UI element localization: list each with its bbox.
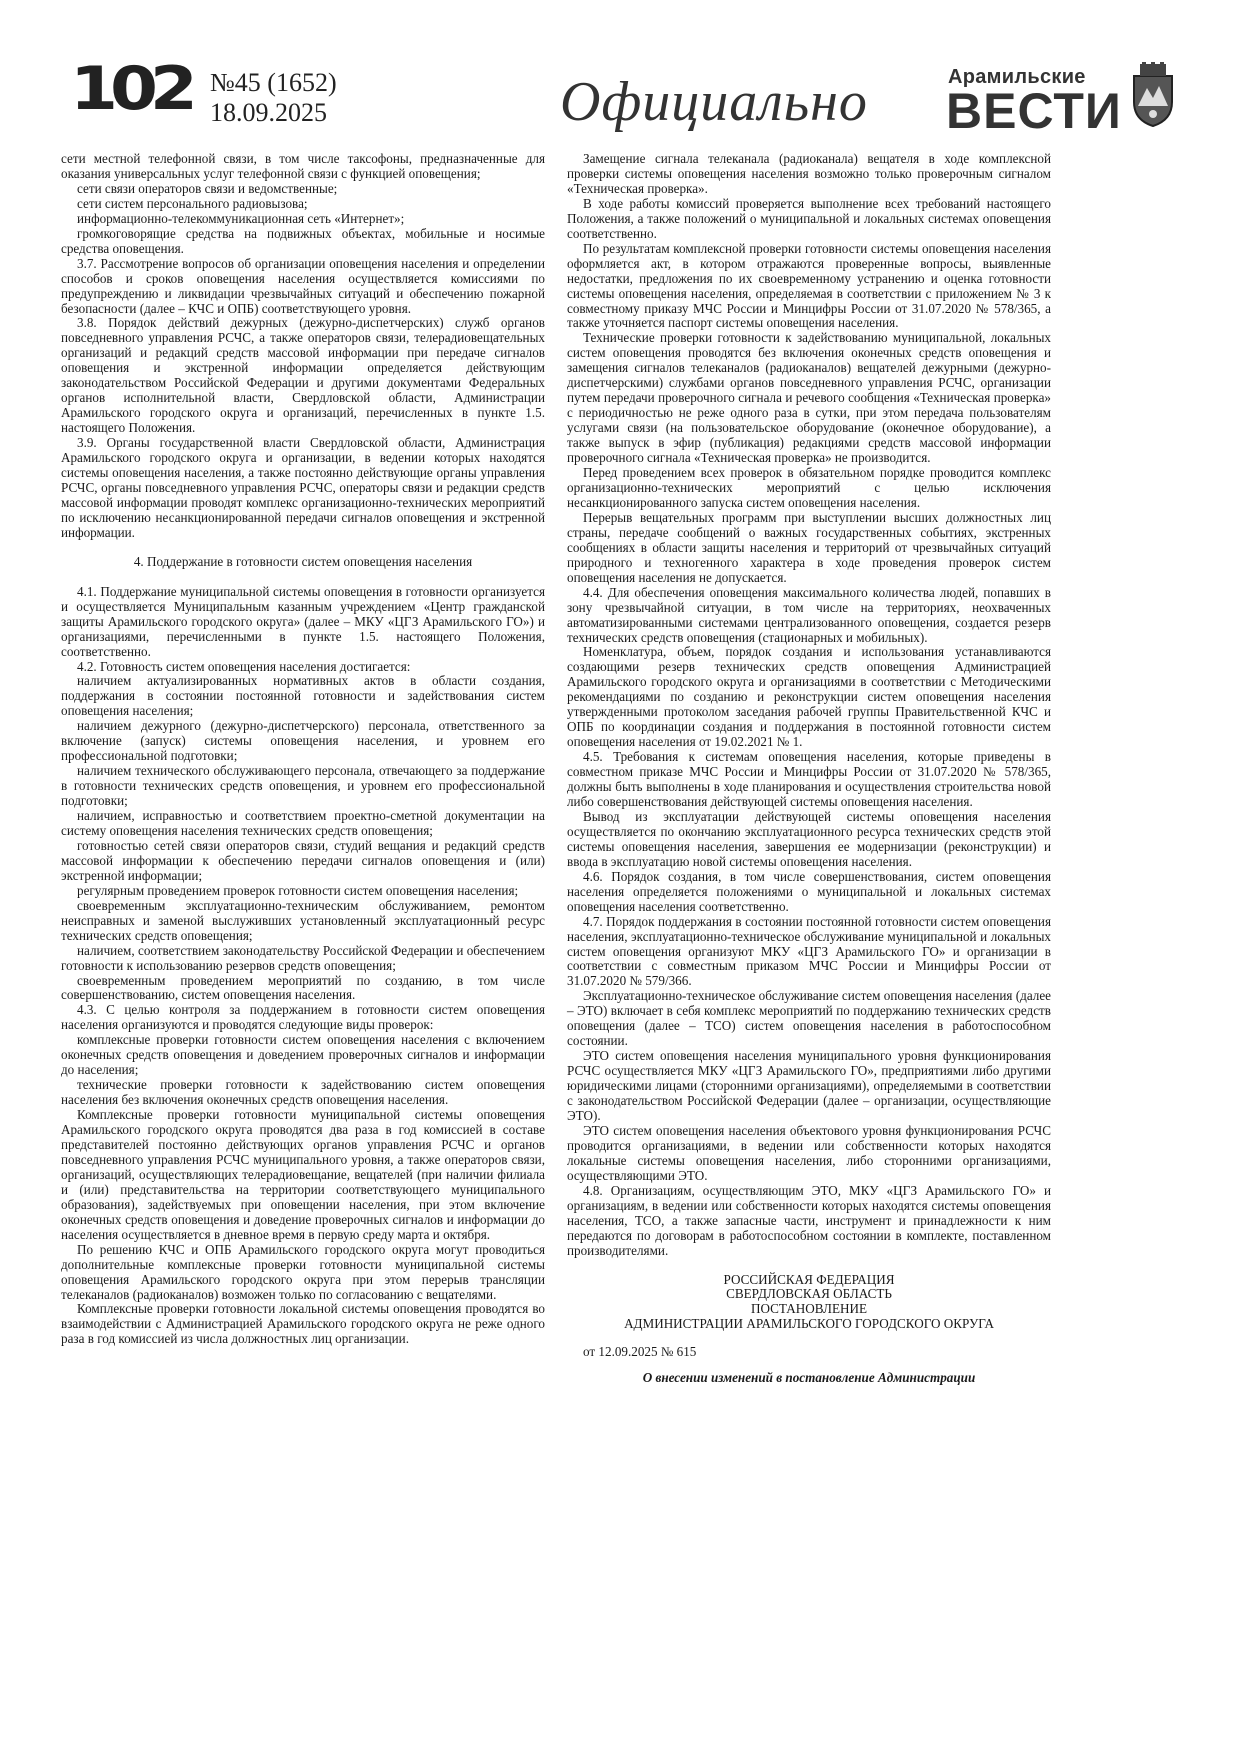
paragraph: сети систем персонального радиовызова; xyxy=(77,195,308,211)
paragraph: сети связи операторов связи и ведомственные; xyxy=(77,180,338,196)
paragraph: По решению КЧС и ОПБ Арамильского городского округа могут проводиться дополнительные комплексные проверки готовности муниципальной системы оповещения Арамильского городского округа при этом перерыв трансляции телеканалов (радиоканалов) возможен только по согласованию с вещателями. xyxy=(61,1241,545,1302)
paragraph: регулярным проведением проверок готовности систем оповещения населения; xyxy=(77,882,519,898)
paragraph: громкоговорящие средства на подвижных объектах, мобильные и носимые средства оповещения. xyxy=(61,225,545,256)
issue-date: 18.09.2025 xyxy=(210,98,327,127)
paragraph: Замещение сигнала телеканала (радиоканала) вещателя в ходе комплексной проверки системы оповещения населения возможно только проверочным сигналом «Техническая проверка». xyxy=(567,151,1051,196)
paragraph: Перед проведением всех проверок в обязательном порядке проводится комплекс организационно-технических мероприятий с целью исключения несанкционированного запуска систем оповещения населения. xyxy=(567,465,1051,510)
decree-title: О внесении изменений в постановление Администрации xyxy=(642,1370,976,1386)
paragraph: сети местной телефонной связи, в том числе таксофоны, предназначенные для оказания универсальных услуг телефонной связи с функцией оповещения; xyxy=(61,151,545,181)
paragraph: ЭТО систем оповещения населения объектового уровня функционирования РСЧС проводится организациями, в ведении или собственности которых находятся локальные системы оповещения населения, либо сторонними организациями, осуществляющими ЭТО. xyxy=(567,1122,1051,1183)
paragraph: Номенклатура, объем, порядок создания и использования устанавливаются создающими резерв технических средств оповещения Администрацией Арамильского городского округа и организациями в соответствии с Методическими рекомендациями по созданию и реконструкции систем оповещения населения утвержденными протоколом заседания рабочей группы Правительственной КЧС и ОПБ по координации создания и поддержания в постоянной готовности систем оповещения населения от 19.02.2021 № 1. xyxy=(567,644,1051,750)
paragraph: своевременным эксплуатационно-техническим обслуживанием, ремонтом неисправных и заменой выслуживших установленный эксплуатационный ресурс технических средств оповещения; xyxy=(61,897,545,943)
paragraph: 4.6. Порядок создания, в том числе совершенствования, систем оповещения населения определяется положениями о муниципальной и локальных системах оповещения населения соответственно. xyxy=(567,868,1051,914)
page-number: 102 xyxy=(70,54,190,124)
left-column xyxy=(61,152,545,1347)
paragraph: ЭТО систем оповещения населения муниципального уровня функционирования РСЧС осуществляется МКУ «ЦГЗ Арамильского ГО», предприятиями либо другими юридическими лицами (сторонними организациями), определяемыми в соответствии с законодательством Российской Федерации (далее – организации, осуществляющие ЭТО). xyxy=(567,1048,1051,1123)
paragraph: Технические проверки готовности к задействованию муниципальной, локальных систем оповещения проводятся без включения оконечных средств оповещения и замещения сигналов телеканалов (радиоканалов) вещателей дежурными (дежурно-диспетчерскими) службами органов повседневного управления РСЧС, организации путем передачи проверочного сигнала и речевого сообщения «Техническая проверка» с периодичностью не реже одного раза в сутки, при этом передача пользователям услугами связи (на пользовательское оборудование (оконечное оборудование), а также выпуск в эфир (публикация) редакциями средств массовой информации проверочного сигнала «Техническая проверка» не производится. xyxy=(567,330,1051,466)
paragraph: 3.8. Порядок действий дежурных (дежурно-диспетчерских) служб органов повседневного управления РСЧС, а также операторов связи, телерадиовещательных организаций и редакций средств массовой информации при передаче сигналов оповещения и экстренной информации определяется действующим законодательством Российской Федерации и другими документами Федеральных органов исполнительной власти, Свердловской области, Администрации Арамильского городского округа и организаций, перечисленных в пункте 1.5. настоящего Положения. xyxy=(61,315,545,436)
decree-block xyxy=(567,1273,1051,1387)
paragraph: наличием дежурного (дежурно-диспетчерского) персонала, ответственного за включение (запуск) системы оповещения населения, и уровнем его профессиональной подготовки; xyxy=(61,718,545,764)
paragraph: наличием технического обслуживающего персонала, отвечающего за поддержание в готовности технических средств оповещения, и уровнем его профессиональной подготовки; xyxy=(61,763,545,809)
decree-authority: АДМИНИСТРАЦИИ АРАМИЛЬСКОГО ГОРОДСКОГО ОКРУГА xyxy=(624,1316,994,1332)
paragraph: технические проверки готовности к задействованию систем оповещения населения без включения оконечных средств оповещения населения. xyxy=(61,1077,545,1108)
paragraph: 4.2. Готовность систем оповещения населения достигается: xyxy=(77,658,411,674)
paragraph: готовностью сетей связи операторов связи, студий вещания и редакций средств массовой информации к обеспечению передачи сигналов оповещения и (или) экстренной информации; xyxy=(61,837,545,883)
paragraph: Комплексные проверки готовности локальной системы оповещения проводятся во взаимодействии с Администрацией Арамильского городского округа не реже одного раза в год комиссией из числа должностных лиц организации. xyxy=(61,1301,545,1347)
paragraph: 4.8. Организациям, осуществляющим ЭТО, МКУ «ЦГЗ Арамильского ГО» и организациям, в ведении или собственности которых находятся системы оповещения населения, ТСО, а также запасные части, инструмент и принадлежности к ним передаются по договорам в работоспособном состоянии в комплекте, поставленном производителями. xyxy=(567,1182,1051,1258)
paragraph: наличием, исправностью и соответствием проектно-сметной документации на систему оповещения населения технических средств оповещения; xyxy=(61,808,545,838)
paragraph: своевременным проведением мероприятий по созданию, в том числе совершенствованию, систем оповещения населения. xyxy=(61,972,545,1003)
issue-number: №45 (1652) xyxy=(210,68,337,97)
issue-info xyxy=(210,68,337,128)
right-column xyxy=(567,152,1051,1386)
paragraph: комплексные проверки готовности систем оповещения населения с включением оконечных средств оповещения и доведением проверочных сигналов и информации до населения; xyxy=(61,1032,545,1078)
page-header xyxy=(70,54,1175,144)
section-title: Официально xyxy=(560,71,868,133)
coat-of-arms-icon xyxy=(1130,62,1176,128)
decree-country: РОССИЙСКАЯ ФЕДЕРАЦИЯ xyxy=(723,1271,895,1287)
decree-region: СВЕРДЛОВСКАЯ ОБЛАСТЬ xyxy=(726,1286,892,1302)
paragraph: 4.7. Порядок поддержания в состоянии постоянной готовности систем оповещения населения, эксплуатационно-техническое обслуживание муниципальной и локальных систем оповещения организуют МКУ «ЦГЗ Арамильского ГО» и организации в соответствии с совместным приказом МЧС России и Минцифры России от 31.07.2020 № 579/366. xyxy=(567,913,1051,989)
paragraph: наличием актуализированных нормативных актов в области создания, поддержания в состоянии постоянной готовности и задействования систем оповещения населения; xyxy=(61,673,545,719)
paragraph: 3.7. Рассмотрение вопросов об организации оповещения населения и определении способов и сроков оповещения населения осуществляется комиссиями по предупреждению и ликвидации чрезвычайных ситуаций и обеспечению пожарной безопасности (далее – КЧС и ОПБ) соответствующего уровня. xyxy=(61,255,545,316)
paragraph: 4.3. С целью контроля за поддержанием в готовности систем оповещения населения организуются и проводятся следующие виды проверок: xyxy=(61,1002,545,1033)
paragraph: Эксплуатационно-техническое обслуживание систем оповещения населения (далее – ЭТО) включает в себя комплекс мероприятий по поддержанию технических средств оповещения (далее – ТСО) систем оповещения населения в работоспособном состоянии. xyxy=(567,988,1051,1049)
decree-date: от 12.09.2025 № 615 xyxy=(583,1344,697,1360)
paragraph: наличием, соответствием законодательству Российской Федерации и обеспечением готовности к использованию резервов средств оповещения; xyxy=(61,942,545,973)
paragraph: 3.9. Органы государственной власти Свердловской области, Администрация Арамильского городского округа и организации, в ведении которых находятся системы оповещения населения, а также постоянно действующие органы управления РСЧС, органы повседневного управления РСЧС, операторы связи и редакции средств массовой информации проводят комплекс организационно-технических мероприятий по исключению несанкционированной передачи сигналов оповещения и экстренной информации. xyxy=(61,435,545,540)
paragraph: Вывод из эксплуатации действующей системы оповещения населения осуществляется по окончанию эксплуатационного ресурса технических средств этой системы оповещения населения, завершения ее модернизации (реконструкции) и ввода в эксплуатацию новой системы оповещения населения. xyxy=(567,808,1051,869)
paragraph: 4.1. Поддержание муниципальной системы оповещения в готовности организуется и осуществляется Муниципальным казанным учреждением «Центр гражданской защиты Арамильского городского округа» (далее – МКУ «ЦГЗ Арамильского ГО») и организациями, перечисленными в пункте 1.5. настоящего Положения, соответственно. xyxy=(61,583,545,659)
paragraph: Перерыв вещательных программ при выступлении высших должностных лиц страны, передаче сообщений о важных государственных событиях, экстренных сообщениях в области защиты населения и территорий от чрезвычайных ситуаций природного и техногенного характера в ходе проведения проверок систем оповещения населения не допускается. xyxy=(567,509,1051,585)
paragraph: 4.4. Для обеспечения оповещения максимального количества людей, попавших в зону чрезвычайной ситуации, в том числе на территориях, неохваченных автоматизированными системами централизованного оповещения, создается резерв технических средств оповещения (стационарных и мобильных). xyxy=(567,584,1051,645)
paragraph: По результатам комплексной проверки готовности системы оповещения населения оформляется акт, в котором отражаются проверенные вопросы, выявленные недостатки, предложения по их своевременному устранению и оценка готовности системы оповещения населения, определяемая в соответствии с приложением № 3 к совместному приказу МЧС России и Минцифры России от 31.07.2020 № 578/365, а также уточняется паспорт системы оповещения населения. xyxy=(567,240,1051,331)
paragraph: информационно-телекоммуникационная сеть «Интернет»; xyxy=(77,210,405,226)
logo-main-text: ВЕСТИ xyxy=(946,83,1122,139)
logo-top-text: Арамильские xyxy=(948,66,1086,88)
section-heading: 4. Поддержание в готовности систем оповещения населения xyxy=(133,553,473,569)
paragraph: 4.5. Требования к системам оповещения населения, которые приведены в совместном приказе МЧС России и Минцифры России от 31.07.2020 № 578/365, должны быть выполнены в ходе планирования и осуществления строительства новой либо совершенствования действующей системы оповещения населения. xyxy=(567,749,1051,809)
paragraph: Комплексные проверки готовности муниципальной системы оповещения Арамильского городского округа проводятся два раза в год комиссией в составе представителей постоянно действующих органов управления РСЧС и органов повседневного управления РСЧС муниципального уровня, а также операторов связи, организаций, осуществляющих телерадиовещание, вещателей (при наличии филиала и (или) представительства на территории соответствующего муниципального образования), задействуемых при оповещении населения, при этом включение оконечных средств оповещения и доведение проверочных сигналов и информации до населения осуществляется в дневное время в первую среду марта и октября. xyxy=(61,1107,545,1242)
decree-type: ПОСТАНОВЛЕНИЕ xyxy=(751,1301,867,1317)
paragraph: В ходе работы комиссий проверяется выполнение всех требований настоящего Положения, а также положений о муниципальной и локальных системах оповещения соответственно. xyxy=(567,195,1051,241)
